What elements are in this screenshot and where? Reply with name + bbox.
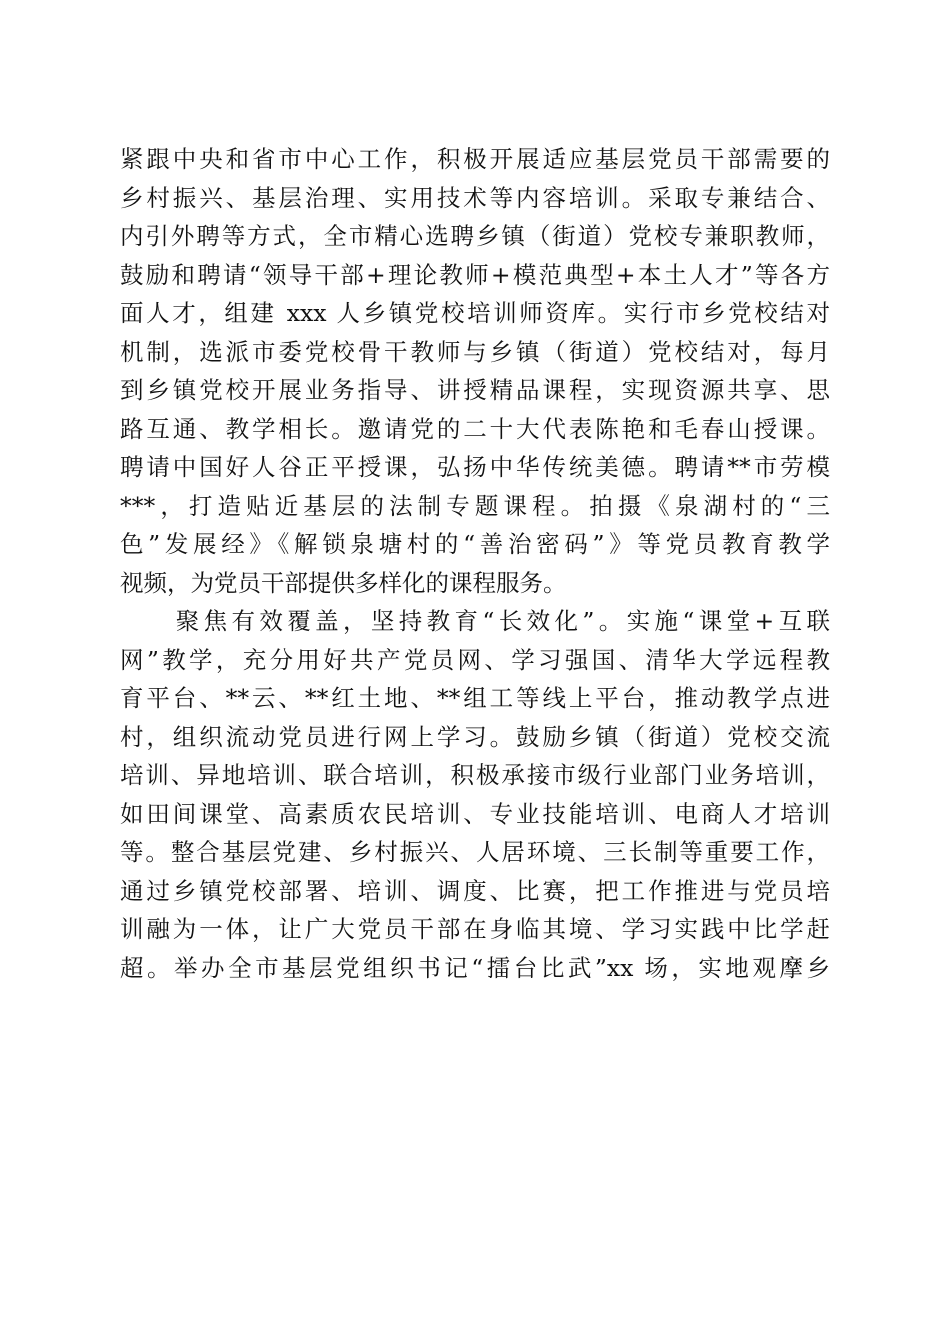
text-line: 超。举办全市基层党组织书记“擂台比武”xx 场，实地观摩乡 (120, 953, 830, 982)
text-line: 如田间课堂、高素质农民培训、专业技能培训、电商人才培训 (120, 799, 830, 828)
text-line: 聘请中国好人谷正平授课，弘扬中华传统美德。聘请**市劳模 (120, 453, 830, 481)
text-line: 鼓励和聘请“领导干部+理论教师+模范典型+本土人才”等各方 (120, 260, 830, 289)
text-line: 通过乡镇党校部署、培训、调度、比赛，把工作推进与党员培 (120, 876, 830, 905)
text-line: 乡村振兴、基层治理、实用技术等内容培训。采取专兼结合、 (120, 183, 830, 212)
text-line: 等。整合基层党建、乡村振兴、人居环境、三长制等重要工作， (120, 838, 830, 866)
text-line: ***，打造贴近基层的法制专题课程。拍摄《泉湖村的“三 (120, 491, 830, 520)
text-line: 训融为一体，让广大党员干部在身临其境、学习实践中比学赶 (120, 915, 830, 943)
text-line: 面人才，组建 xxx 人乡镇党校培训师资库。实行市乡党校结对 (120, 299, 830, 327)
text-line: 视频，为党员干部提供多样化的课程服务。 (120, 568, 567, 597)
document-body (120, 140, 830, 987)
text-line: 育平台、**云、**红土地、**组工等线上平台，推动教学点进 (120, 684, 830, 712)
text-line: 色”发展经》《解锁泉塘村的“善治密码”》等党员教育教学 (120, 530, 830, 558)
paragraph-1 (120, 140, 830, 602)
paragraph-2 (120, 602, 830, 987)
text-line: 到乡镇党校开展业务指导、讲授精品课程，实现资源共享、思 (120, 376, 830, 404)
text-line: 内引外聘等方式，全市精心选聘乡镇（街道）党校专兼职教师， (120, 222, 830, 250)
text-line: 路互通、教学相长。邀请党的二十大代表陈艳和毛春山授课。 (120, 414, 830, 443)
text-line: 网”教学，充分用好共产党员网、学习强国、清华大学远程教 (120, 645, 830, 674)
text-line: 紧跟中央和省市中心工作，积极开展适应基层党员干部需要的 (120, 145, 830, 173)
text-line: 村，组织流动党员进行网上学习。鼓励乡镇（街道）党校交流 (120, 722, 830, 751)
text-line: 培训、异地培训、联合培训，积极承接市级行业部门业务培训， (120, 761, 830, 789)
text-line: 聚焦有效覆盖，坚持教育“长效化”。实施“课堂+互联 (120, 607, 830, 635)
text-line: 机制，选派市委党校骨干教师与乡镇（街道）党校结对，每月 (120, 337, 830, 366)
